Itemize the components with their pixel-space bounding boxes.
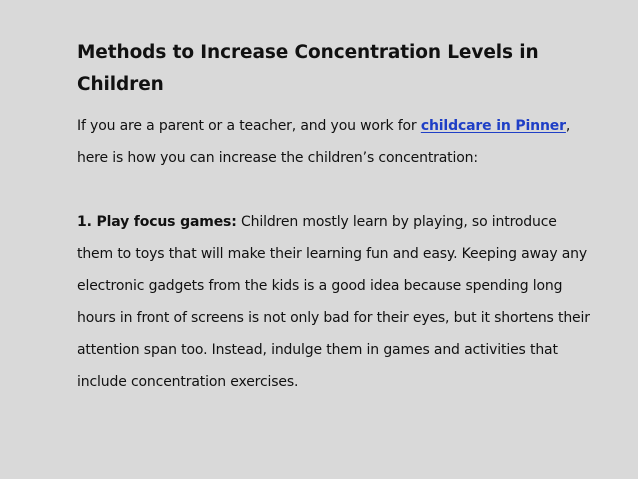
intro-text-before-link: If you are a parent or a teacher, and you work for <box>77 118 421 134</box>
intro-text-after-link: , here is how you can increase the children’s concentration: <box>77 118 571 166</box>
point-1-paragraph <box>77 206 597 398</box>
page-title: Methods to Increase Concentration Levels in Children <box>77 42 539 95</box>
intro-paragraph <box>77 110 597 174</box>
point-1-heading: 1. Play focus games: <box>77 214 237 230</box>
childcare-in-pinner-link[interactable]: childcare in Pinner <box>420 118 566 134</box>
point-1-body: Children mostly learn by playing, so introduce them to toys that will make their learning fun and easy. Keeping away any electronic gadgets from the kids is a good idea because spending long hours in front of screens is not only bad for their eyes, but it shortens their attention span too. Instead, indulge them in games and activities that include concentration exercises. <box>77 214 590 390</box>
slide-content <box>77 37 597 398</box>
